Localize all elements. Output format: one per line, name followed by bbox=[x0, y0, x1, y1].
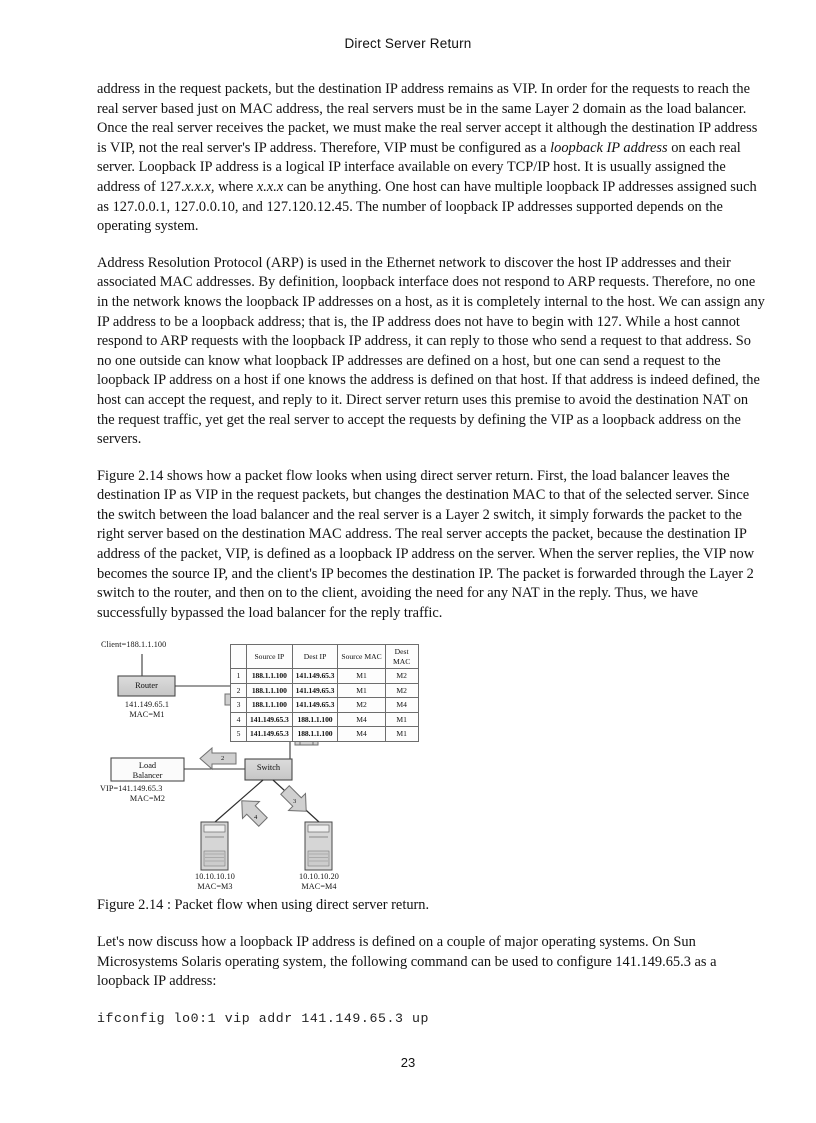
table-body bbox=[231, 669, 419, 742]
running-head: Direct Server Return bbox=[344, 36, 472, 51]
table-row bbox=[231, 698, 419, 713]
para1-italic-loopback: loopback IP address bbox=[550, 139, 668, 156]
para1-run-2: on each real server. Loopback IP address is a logical IP interface available on every TCP/IP host. It is usually assigned the address of 127. bbox=[97, 139, 741, 195]
figure-router-mac: MAC=M1 bbox=[129, 710, 165, 720]
paragraph-1 bbox=[97, 80, 765, 237]
table-header-row bbox=[231, 645, 419, 669]
para1-italic-xxx-2: x.x.x bbox=[256, 178, 284, 195]
cell-dest-mac: M1 bbox=[385, 712, 418, 727]
table-row bbox=[231, 712, 419, 727]
cell-dest-ip: 141.149.65.3 bbox=[292, 698, 338, 713]
figure-arrow-number-2: 2 bbox=[221, 755, 225, 763]
paragraph-4: Let's now discuss how a loopback IP address is defined on a couple of major operating systems. On Sun Microsystems Solaris operating system, the following command can be used to configure 141.149.65.3 as a loopback IP address: bbox=[97, 934, 717, 990]
cell-source-mac: M4 bbox=[338, 727, 385, 742]
figure-loadbalancer-vip: VIP=141.149.65.3 bbox=[100, 784, 163, 794]
cell-source-mac: M2 bbox=[338, 698, 385, 713]
cell-source-ip: 141.149.65.3 bbox=[247, 727, 293, 742]
cell-source-mac: M4 bbox=[338, 712, 385, 727]
figure-diagram-svg bbox=[97, 640, 765, 890]
row-index: 1 bbox=[231, 669, 247, 684]
figure-loadbalancer-line2: Balancer bbox=[132, 771, 163, 781]
cell-source-mac: M1 bbox=[338, 683, 385, 698]
code-block-ifconfig: ifconfig lo0:1 vip addr 141.149.65.3 up bbox=[97, 1010, 430, 1026]
cell-source-ip: 141.149.65.3 bbox=[247, 712, 293, 727]
table-row bbox=[231, 727, 419, 742]
table-header-source-mac: Source MAC bbox=[338, 645, 385, 669]
figure-caption: Figure 2.14 : Packet flow when using direct server return. bbox=[97, 897, 430, 914]
table-row bbox=[231, 669, 419, 684]
paragraph-3: Figure 2.14 shows how a packet flow looks when using direct server return. First, the load balancer leaves the destination IP as VIP in the request packets, but changes the destination MAC to that of the selected server. Since the switch between the load balancer and the real server is a Layer 2 switch, it simply forwards the packet to the right server based on the destination MAC address. The real server accepts the packet, because the destination IP address of the packet, VIP, is defined as a loopback IP address on the server. When the server replies, the VIP now becomes the source IP, and the client's IP becomes the destination IP. The packet is forwarded through the Layer 2 switch to the router, and then on to the client, avoiding the need for any NAT in the reply. Thus, we have successfully bypassed the load balancer for the reply traffic. bbox=[97, 467, 755, 621]
figure-arrow-number-4: 4 bbox=[254, 814, 258, 822]
cell-source-mac: M1 bbox=[338, 669, 385, 684]
figure-arrow-number-3: 3 bbox=[293, 798, 297, 806]
table-header-index bbox=[231, 645, 247, 669]
figure-loadbalancer-line1: Load bbox=[138, 761, 157, 771]
para1-run-3: where bbox=[214, 178, 257, 195]
row-index: 5 bbox=[231, 727, 247, 742]
body-column bbox=[97, 80, 765, 1026]
cell-source-ip: 188.1.1.100 bbox=[247, 698, 293, 713]
figure-client-label: Client=188.1.1.100 bbox=[101, 640, 167, 650]
table-header-source-ip: Source IP bbox=[247, 645, 293, 669]
para1-run-4: can be anything. One host can have multiple loopback IP addresses assigned such as 127.0.0.1, 127.0.0.10, and 127.120.12.45. The number of loopback IP addresses supported depends on the operating system. bbox=[97, 178, 757, 235]
table-header-dest-mac: Dest MAC bbox=[385, 645, 418, 669]
row-index: 2 bbox=[231, 683, 247, 698]
cell-dest-ip: 188.1.1.100 bbox=[292, 727, 338, 742]
cell-source-ip: 188.1.1.100 bbox=[247, 683, 293, 698]
cell-dest-mac: M1 bbox=[385, 727, 418, 742]
figure-server1-mac: MAC=M3 bbox=[197, 882, 233, 892]
figure-switch-box-label: Switch bbox=[256, 763, 281, 773]
paragraph-2: Address Resolution Protocol (ARP) is used in the Ethernet network to discover the host IP addresses and their associated MAC addresses. By definition, loopback interface does not respond to ARP requests. Therefore, no one in the network knows the loopback IP addresses on a host, as it is completely internal to the host. We can assign any IP address to be a loopback address; that is, the IP address does not have to begin with 127. While a host cannot respond to ARP requests with the loopback IP address, it can reply to those who send a request to that address. So no one outside can know what loopback IP addresses are defined on a host, but one can send a request to the loopback IP address on a host if one knows the address is defined on that host. If that address is indeed defined, the host can accept the request, and reply to it. Direct server return uses this premise to avoid the destination NAT on the request traffic, yet get the real server to accept the requests by defining the VIP as a loopback address on the servers. bbox=[97, 254, 765, 448]
figure-router-box-label: Router bbox=[135, 681, 158, 691]
figure-router-ip: 141.149.65.1 bbox=[124, 700, 170, 710]
para1-italic-xxx-1: x.x.x, bbox=[184, 178, 215, 195]
para1-run-1: address in the request packets, but the destination IP address remains as VIP. In order for the requests to reach the real server based just on MAC address, the real servers must be in the same Layer 2 domain as the load balancer. Once the real server receives the packet, we must make the real server accept it although the destination IP address is VIP, not the real server's IP address. Therefore, VIP must be configured as a bbox=[97, 81, 758, 156]
cell-dest-ip: 188.1.1.100 bbox=[292, 712, 338, 727]
table-header-dest-ip: Dest IP bbox=[292, 645, 338, 669]
cell-dest-mac: M4 bbox=[385, 698, 418, 713]
figure-2-14 bbox=[97, 640, 765, 890]
cell-dest-ip: 141.149.65.3 bbox=[292, 669, 338, 684]
figure-server2-mac: MAC=M4 bbox=[301, 882, 337, 892]
figure-server2-ip: 10.10.10.20 bbox=[299, 872, 339, 882]
page-number: 23 bbox=[400, 1055, 416, 1070]
cell-dest-mac: M2 bbox=[385, 683, 418, 698]
packet-flow-table bbox=[230, 644, 419, 742]
figure-server1-ip: 10.10.10.10 bbox=[195, 872, 235, 882]
table-row bbox=[231, 683, 419, 698]
row-index: 3 bbox=[231, 698, 247, 713]
cell-dest-ip: 141.149.65.3 bbox=[292, 683, 338, 698]
row-index: 4 bbox=[231, 712, 247, 727]
figure-loadbalancer-mac: MAC=M2 bbox=[129, 794, 166, 804]
cell-dest-mac: M2 bbox=[385, 669, 418, 684]
cell-source-ip: 188.1.1.100 bbox=[247, 669, 293, 684]
